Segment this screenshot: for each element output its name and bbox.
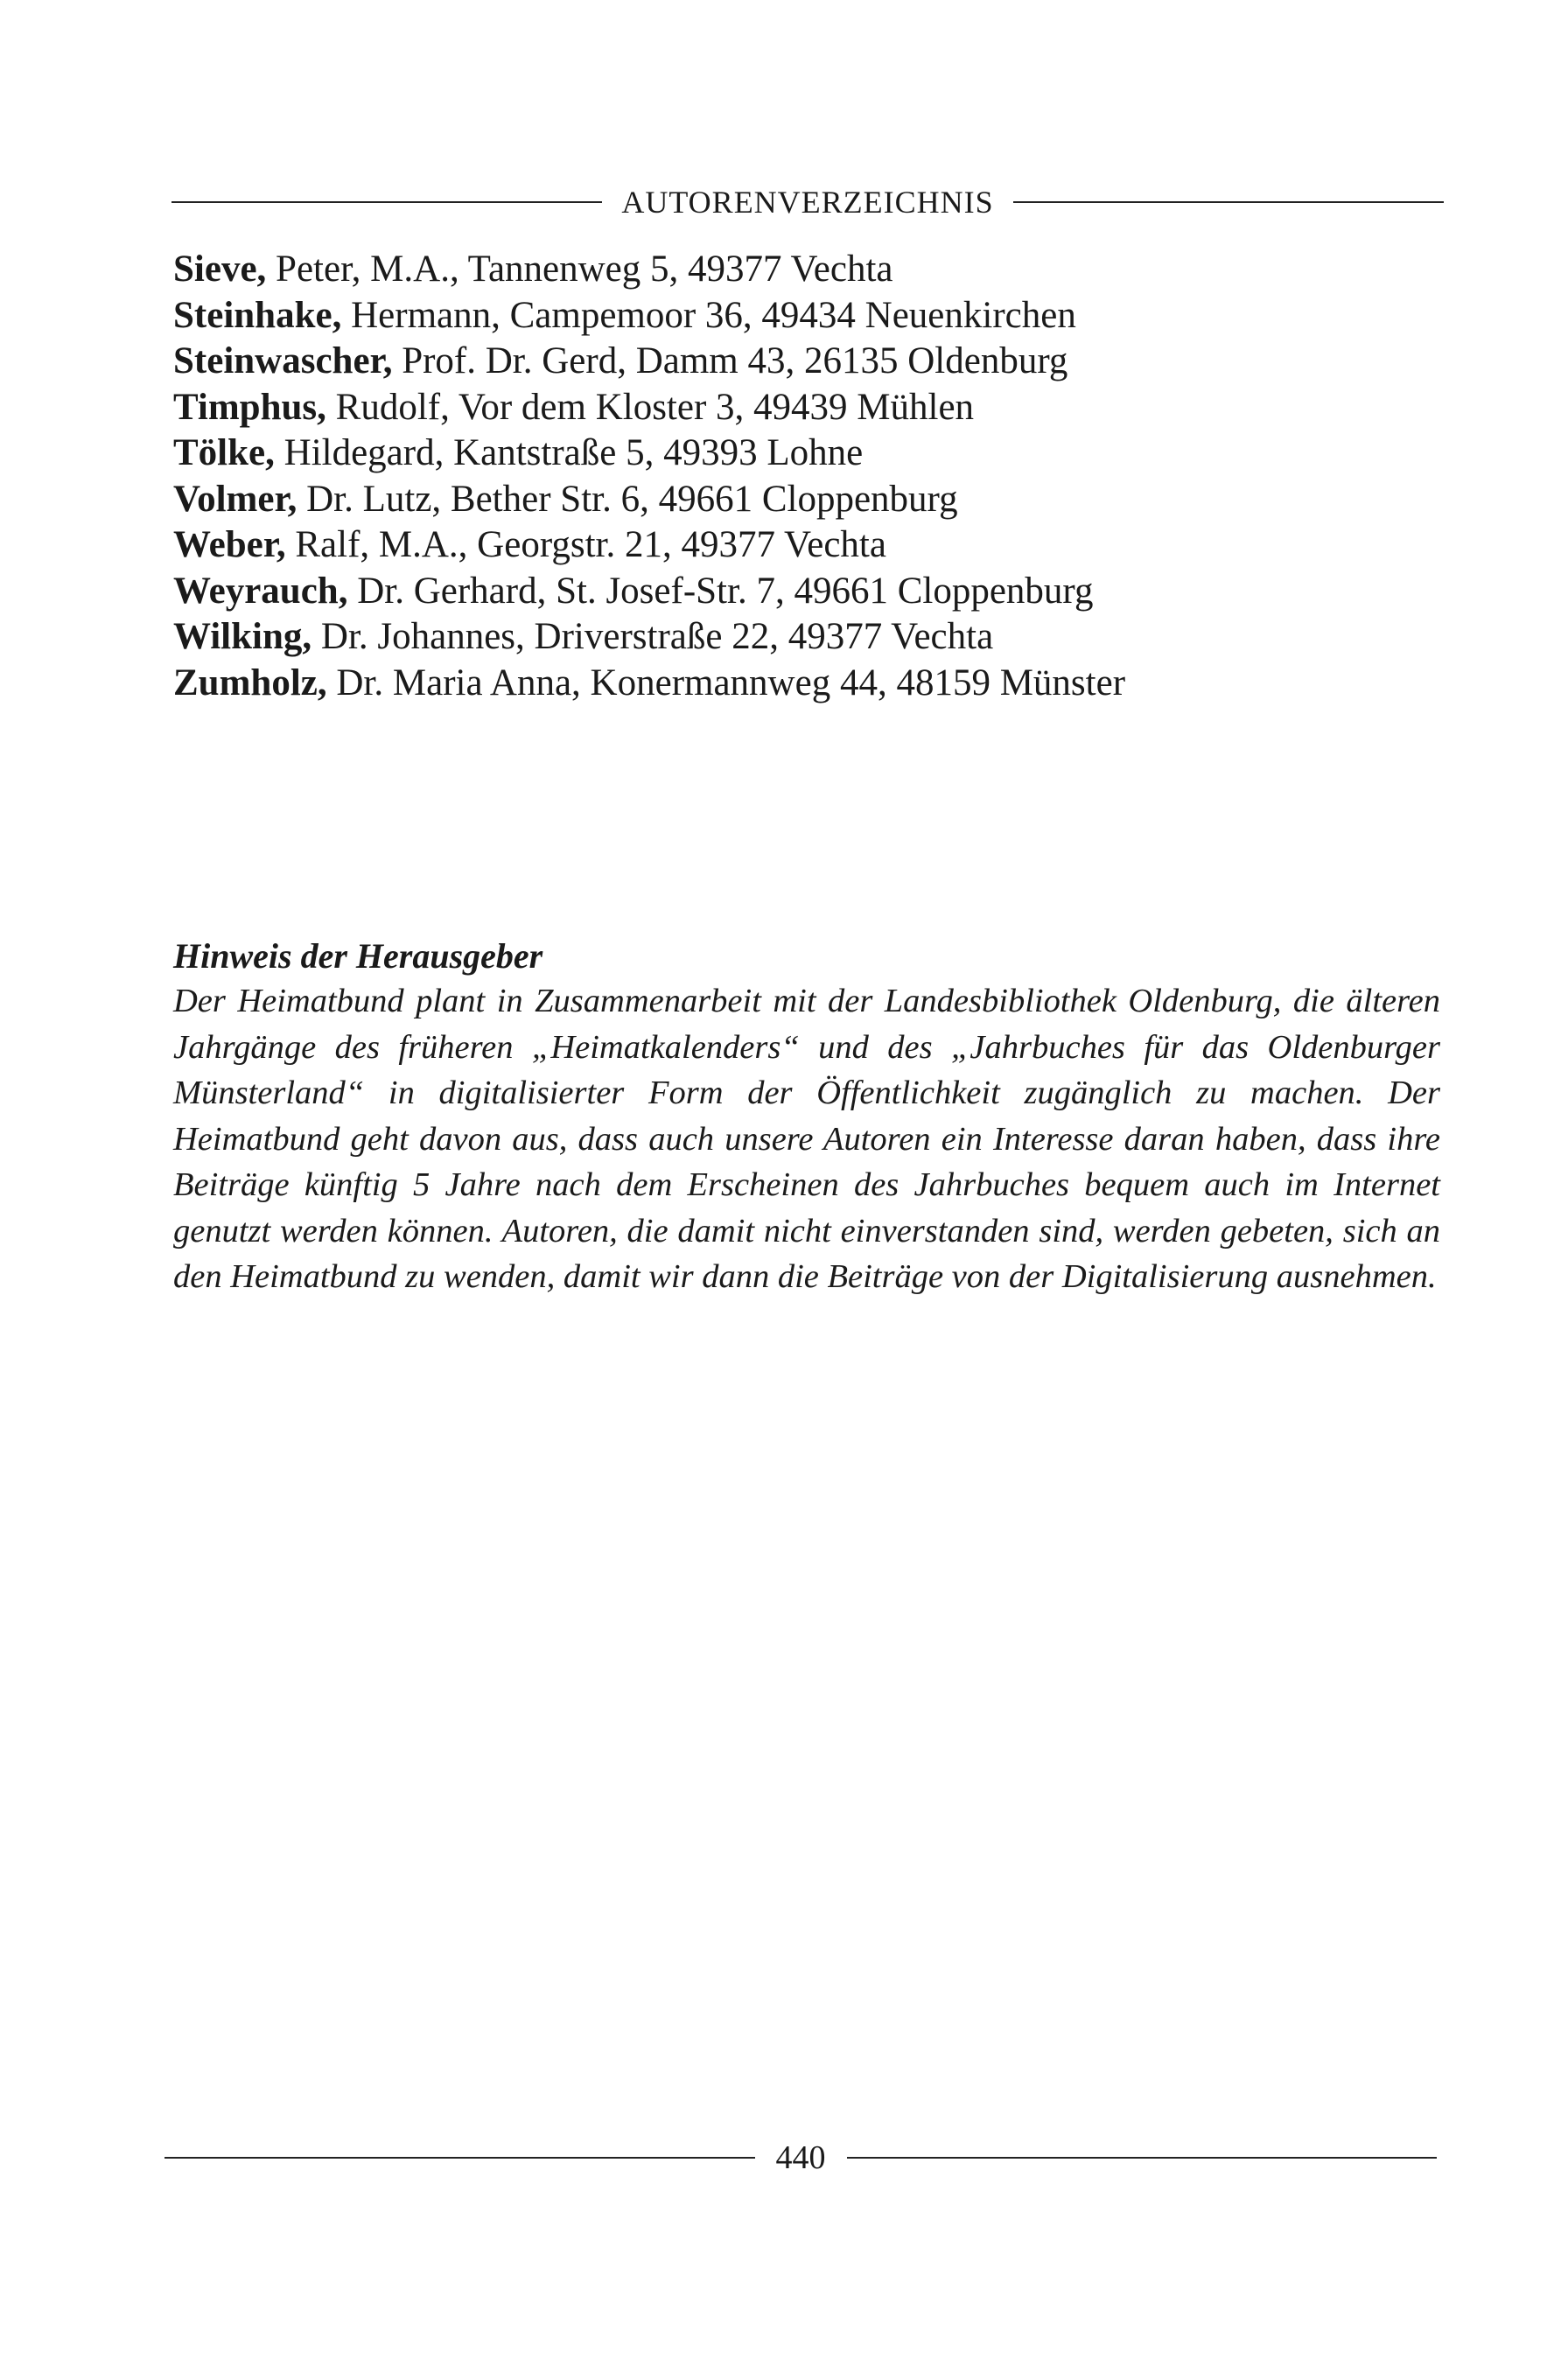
author-entry bbox=[173, 614, 1451, 661]
author-name: Zumholz, bbox=[173, 662, 327, 704]
author-name: Steinhake, bbox=[173, 294, 342, 336]
author-name: Volmer, bbox=[173, 478, 298, 520]
author-name: Tölke, bbox=[173, 432, 275, 473]
author-details: Hermann, Campemoor 36, 49434 Neuenkirchen bbox=[341, 294, 1076, 336]
author-entry bbox=[173, 247, 1451, 293]
author-entry bbox=[173, 661, 1451, 707]
author-details: Hildegard, Kantstraße 5, 49393 Lohne bbox=[274, 432, 864, 473]
author-entry bbox=[173, 569, 1451, 615]
author-details: Dr. Lutz, Bether Str. 6, 49661 Cloppenburg bbox=[297, 478, 958, 520]
page-number: 440 bbox=[775, 2139, 826, 2176]
author-details: Prof. Dr. Gerd, Damm 43, 26135 Oldenburg bbox=[392, 340, 1068, 382]
author-name: Sieve, bbox=[173, 248, 267, 290]
author-name: Timphus, bbox=[173, 386, 326, 428]
author-name: Steinwascher, bbox=[173, 340, 393, 382]
author-name: Weyrauch, bbox=[173, 570, 348, 612]
author-details: Rudolf, Vor dem Kloster 3, 49439 Mühlen bbox=[326, 386, 975, 428]
author-entry bbox=[173, 430, 1451, 477]
author-details: Dr. Maria Anna, Konermannweg 44, 48159 Münster bbox=[326, 662, 1126, 704]
author-details: Ralf, M.A., Georgstr. 21, 49377 Vechta bbox=[285, 524, 886, 565]
footer-rule-left bbox=[164, 2157, 755, 2159]
author-entry bbox=[173, 339, 1451, 385]
running-header bbox=[172, 184, 1444, 220]
author-list bbox=[173, 247, 1451, 706]
author-name: Weber, bbox=[173, 524, 286, 565]
author-entry bbox=[173, 477, 1451, 523]
page-footer bbox=[164, 2138, 1437, 2177]
author-details: Dr. Gerhard, St. Josef-Str. 7, 49661 Cloppenburg bbox=[347, 570, 1094, 612]
notice-body: Der Heimatbund plant in Zusammenarbeit mit der Landesbibliothek Oldenburg, die älteren Jahrgänge des früheren „Heimatkalenders“ und des „Jahrbuches für das Oldenburger Münsterland“ in digitalisierter Form der Öffentlichkeit zugänglich zu machen. Der Heimatbund geht davon aus, dass auch unsere Autoren ein Interesse daran haben, dass ihre Beiträge künftig 5 Jahre nach dem Erscheinen des Jahrbuches bequem auch im Internet genutzt werden können. Autoren, die damit nicht einverstanden sind, werden gebeten, sich an den Heimatbund zu wenden, damit wir dann die Beiträge von der Digitalisierung ausnehmen. bbox=[173, 983, 1440, 1295]
author-details: Peter, M.A., Tannenweg 5, 49377 Vechta bbox=[266, 248, 893, 290]
author-name: Wilking, bbox=[173, 616, 312, 657]
header-rule-left bbox=[172, 201, 602, 203]
publisher-notice bbox=[173, 934, 1440, 1300]
author-entry bbox=[173, 293, 1451, 340]
header-rule-right bbox=[1013, 201, 1444, 203]
author-details: Dr. Johannes, Driverstraße 22, 49377 Vechta bbox=[312, 616, 994, 657]
author-entry bbox=[173, 522, 1451, 569]
footer-rule-right bbox=[847, 2157, 1438, 2159]
author-entry bbox=[173, 385, 1451, 431]
section-title: AUTORENVERZEICHNIS bbox=[621, 185, 994, 220]
notice-title: Hinweis der Herausgeber bbox=[173, 936, 543, 976]
